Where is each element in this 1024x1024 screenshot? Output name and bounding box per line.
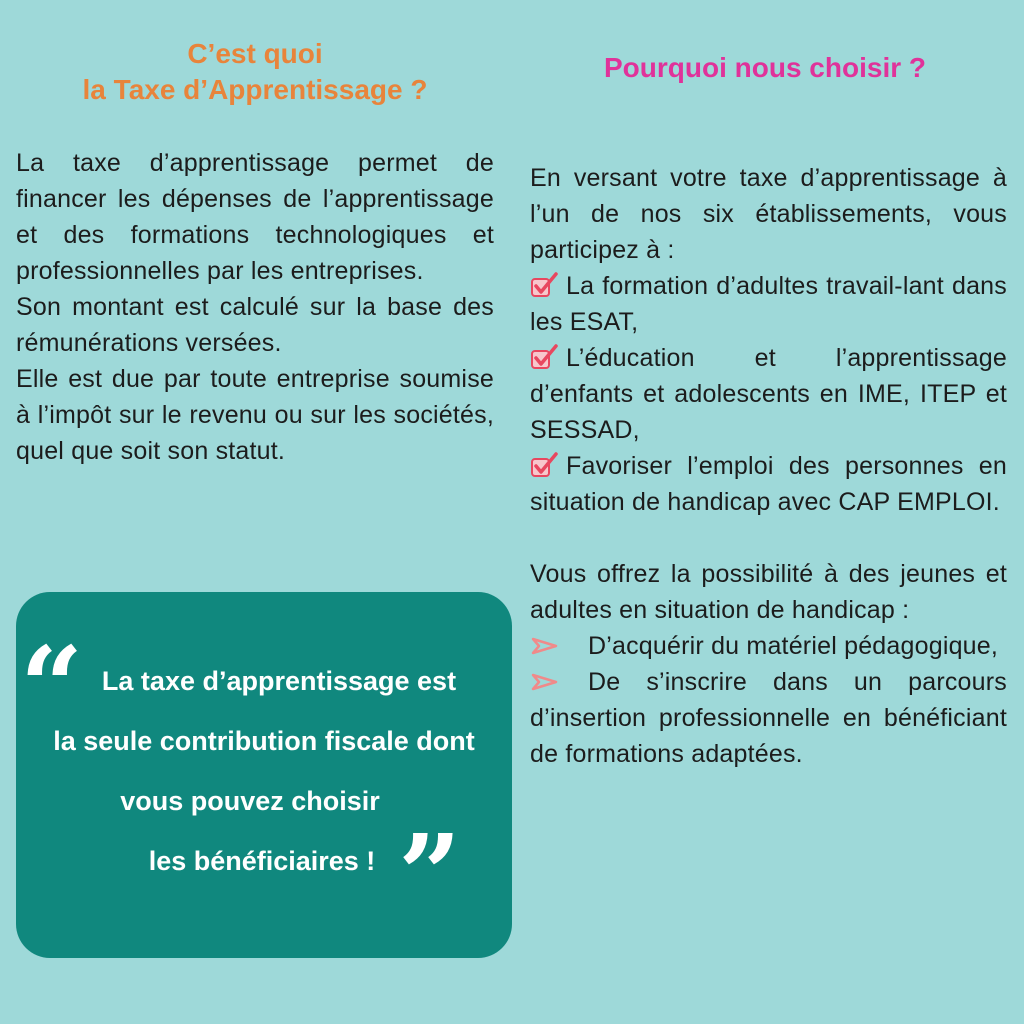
- checkbox-check-icon: [530, 344, 560, 370]
- right-intro: En versant votre taxe d’apprentissage à l’un de nos six établissements, vous participez à :: [530, 164, 1007, 264]
- outline-arrow-right-icon: [530, 666, 560, 686]
- quote-line-2: la seule contribution fiscale dont: [53, 726, 475, 756]
- checklist-item: [530, 448, 1007, 520]
- outline-arrow-right-icon: [530, 630, 560, 650]
- quote-box: [16, 592, 512, 958]
- left-heading-line2: la Taxe d’Apprentissage ?: [82, 74, 428, 105]
- quote-line-4: les bénéficiaires !: [148, 846, 376, 876]
- right-heading: Pourquoi nous choisir ?: [604, 52, 926, 83]
- checklist-item-label: Favoriser l’emploi des personnes en situation de handicap avec CAP EMPLOI.: [530, 452, 1007, 516]
- open-quote-icon: “: [20, 622, 84, 751]
- checkbox-check-icon: [530, 272, 560, 298]
- checklist-item-label: L’éducation et l’apprentissage d’enfants et adolescents en IME, ITEP et SESSAD,: [530, 344, 1007, 444]
- bullet-item-label: D’acquérir du matériel pédagogique,: [588, 632, 999, 660]
- right-column: [530, 160, 1007, 772]
- left-heading-line1: C’est quoi: [187, 38, 323, 69]
- quote-line-1: La taxe d’apprentissage est: [101, 666, 457, 696]
- spacer: [530, 520, 1007, 556]
- left-column: [16, 145, 494, 469]
- checklist-item-label: La formation d’adultes travail-lant dans les ESAT,: [530, 272, 1007, 336]
- close-quote-icon: ”: [398, 810, 462, 939]
- left-paragraph-3: Elle est due par toute entreprise soumise à l’impôt sur le revenu ou sur les sociétés, quel que soit son statut.: [16, 365, 494, 465]
- bullet-item: [530, 664, 1007, 772]
- checkbox-check-icon: [530, 452, 560, 478]
- right-intro-2: Vous offrez la possibilité à des jeunes et adultes en situation de handicap :: [530, 560, 1007, 624]
- quote-line-3: vous pouvez choisir: [120, 786, 380, 816]
- left-heading: [30, 36, 480, 108]
- checklist-item: [530, 268, 1007, 340]
- bullet-item: [530, 628, 1007, 664]
- bullet-item-label: De s’inscrire dans un parcours d’insertion professionnelle en bénéficiant de formations adaptées.: [530, 668, 1007, 768]
- left-paragraph-1: La taxe d’apprentissage permet de financer les dépenses de l’apprentissage et des formations technologiques et professionnelles par les entreprises.: [16, 149, 494, 285]
- checklist-item: [530, 340, 1007, 448]
- left-paragraph-2: Son montant est calculé sur la base des rémunérations versées.: [16, 293, 494, 357]
